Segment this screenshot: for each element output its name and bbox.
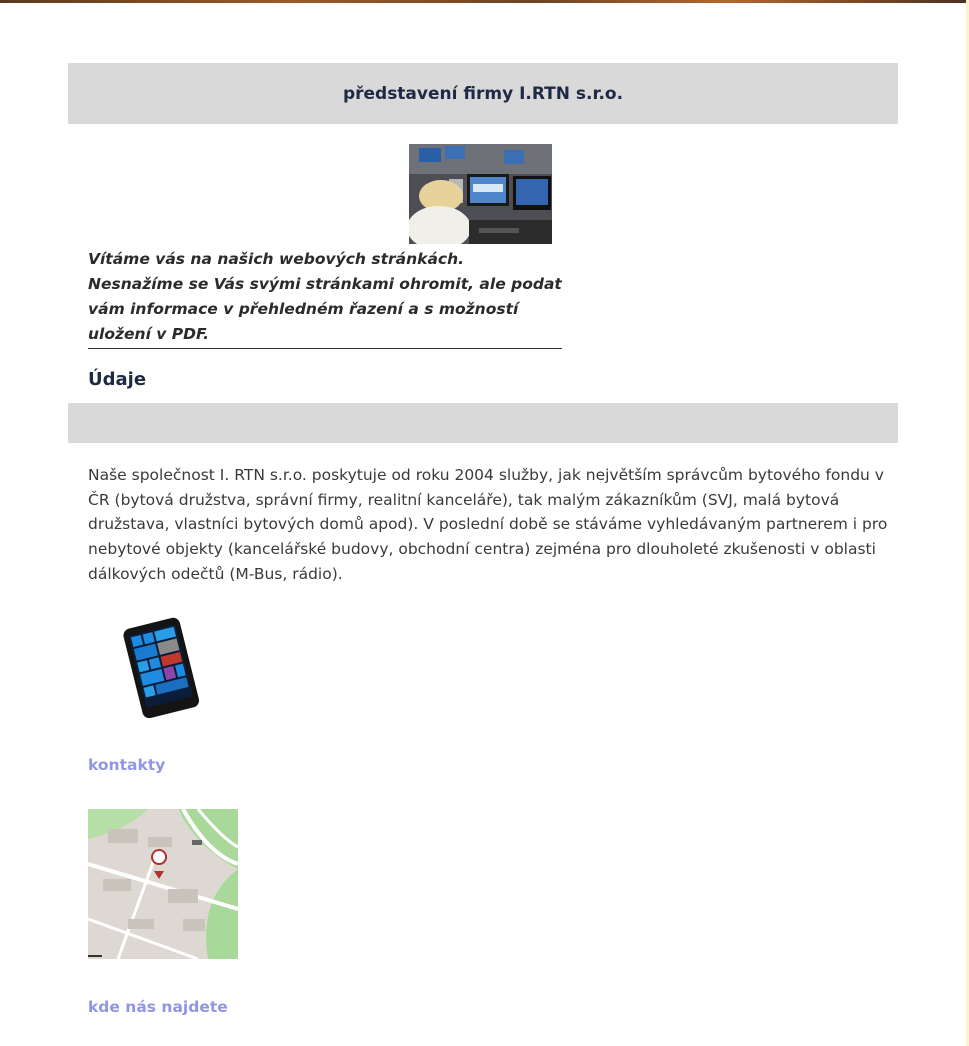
location-link[interactable]: kde nás najdete [88,998,228,1016]
contacts-link[interactable]: kontakty [88,756,166,774]
location-map-image[interactable] [88,809,238,959]
page-title: představení firmy I.RTN s.r.o. [342,83,624,104]
page-title-bar [68,63,898,124]
phone-image [118,616,204,718]
company-description: Naše společnost I. RTN s.r.o. poskytuje od roku 2004 služby, jak největším správcům bytového fondu v ČR (bytová družstva, správní firmy, realitní kanceláře), tak malým zákazníkům (SVJ, malá bytová družstava, vlastníci bytových domů apod). V poslední době se stáváme vyhledávaným partnerem i pro nebytové objekty (kancelářské budovy, obchodní centra) zejména pro dlouholeté zkušenosti v oblasti dálkových odečtů (M-Bus, rádio). [88,466,888,583]
section-heading: Údaje [88,369,147,390]
section-divider-bar [68,403,898,443]
welcome-text: Vítáme vás na našich webových stránkách. Nesnažíme se Vás svými stránkami ohromit, ale podat vám informace v přehledném řazení a s možností uložení v PDF. [88,247,562,349]
top-decorative-strip [0,0,969,3]
office-photo [409,144,552,244]
